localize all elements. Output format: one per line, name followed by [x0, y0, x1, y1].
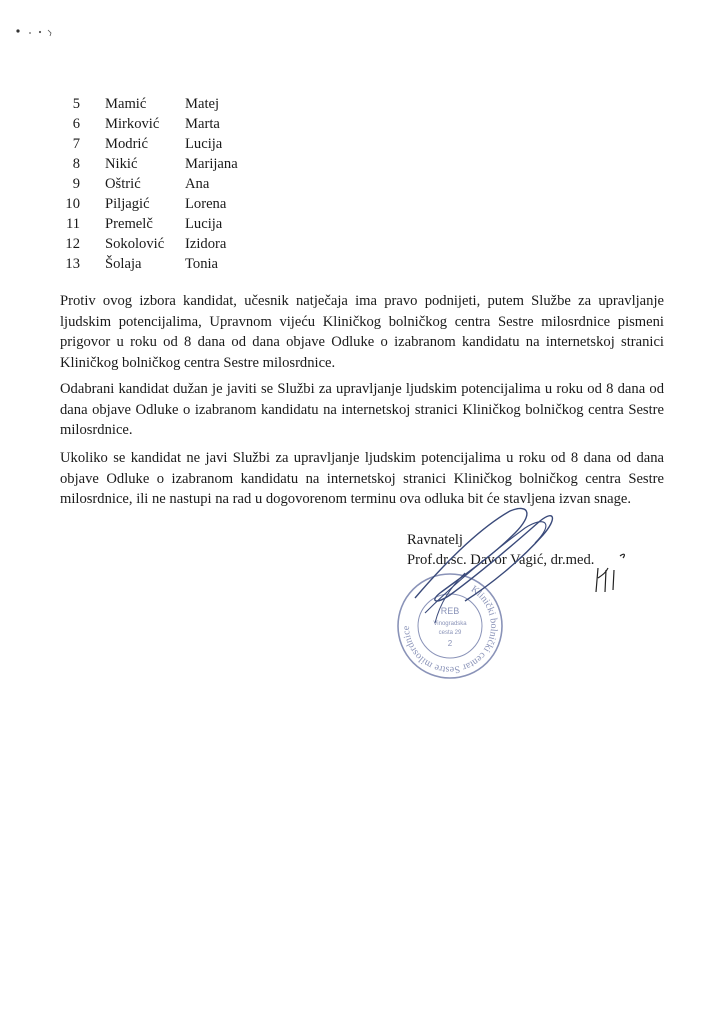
revocation-paragraph: Ukoliko se kandidat ne javi Službi za upravljanje ljudskim potencijalima u roku od 8 dana od dana objave Odluke o izabranom kandidatu na internetskoj stranici Kliničkog bolničkog centra Sestre milosrdnice, ili ne nastupi na rad u dogovorenom terminu ova odluka bit će stavljena izvan snage.	[60, 450, 664, 507]
list-item	[60, 134, 320, 154]
handwritten-initials	[590, 550, 630, 600]
item-surname: Nikić	[105, 156, 138, 172]
item-surname: Modrić	[105, 136, 148, 152]
item-firstname: Marijana	[185, 156, 238, 172]
item-surname: Mirković	[105, 116, 160, 132]
stamp-ring-text: Klinički bolnički centar Sestre milosrdnice	[400, 583, 500, 676]
item-surname: Premelč	[105, 216, 153, 232]
item-number: 8	[72, 156, 80, 172]
item-surname: Sokolović	[105, 236, 165, 252]
item-firstname: Ana	[185, 176, 210, 192]
item-number: 10	[65, 196, 80, 212]
item-firstname: Izidora	[185, 236, 227, 252]
list-item	[60, 114, 320, 134]
item-surname: Mamić	[105, 96, 147, 112]
item-number: 12	[65, 236, 80, 252]
item-firstname: Lorena	[185, 196, 227, 212]
item-number: 9	[72, 176, 80, 192]
reporting-paragraph: Odabrani kandidat dužan je javiti se Službi za upravljanje ljudskim potencijalima u roku od 8 dana od dana objave Odluke o izabranom kandidatu na internetskoj stranici Kliničkog bolničkog centra Sestre milosrdnice.	[60, 381, 664, 438]
signatory-name: Prof.dr.sc. Davor Vagić, dr.med.	[407, 552, 595, 568]
stamp-street: Vinogradska	[433, 621, 467, 627]
item-number: 7	[72, 136, 80, 152]
item-firstname: Lucija	[185, 136, 223, 152]
list-item	[60, 154, 320, 174]
stamp-street-2: cesta 29	[438, 630, 462, 636]
list-item	[60, 254, 320, 274]
signatory-title: Ravnatelj	[407, 532, 463, 548]
list-item	[60, 174, 320, 194]
list-item	[60, 194, 320, 214]
handwritten-signature	[405, 503, 580, 633]
item-number: 11	[65, 216, 80, 232]
item-surname: Oštrić	[105, 176, 141, 192]
item-firstname: Matej	[185, 96, 220, 112]
stamp-city: REB	[440, 606, 460, 616]
item-surname: Šolaja	[105, 256, 142, 272]
list-item	[60, 94, 320, 114]
list-item	[60, 234, 320, 254]
stamp-number: 2	[447, 639, 453, 648]
list-item	[60, 214, 320, 234]
item-number: 6	[72, 116, 80, 132]
item-firstname: Marta	[185, 116, 220, 132]
item-surname: Piljagić	[105, 196, 150, 212]
scan-specks	[14, 24, 64, 44]
item-number: 5	[72, 96, 80, 112]
item-firstname: Tonia	[185, 256, 219, 272]
item-number: 13	[65, 256, 80, 272]
objection-paragraph: Protiv ovog izbora kandidat, učesnik natječaja ima pravo podnijeti, putem Službe za upravljanje ljudskim potencijalima, Upravnom vijeću Kliničkog bolničkog centra Sestre milosrdnice pismeni prigovor u roku od 8 dana od dana objave Odluke o izabranom kandidatu na internetskoj stranici Kliničkog bolničkog centra Sestre milosrdnice.	[60, 293, 664, 371]
item-firstname: Lucija	[185, 216, 223, 232]
